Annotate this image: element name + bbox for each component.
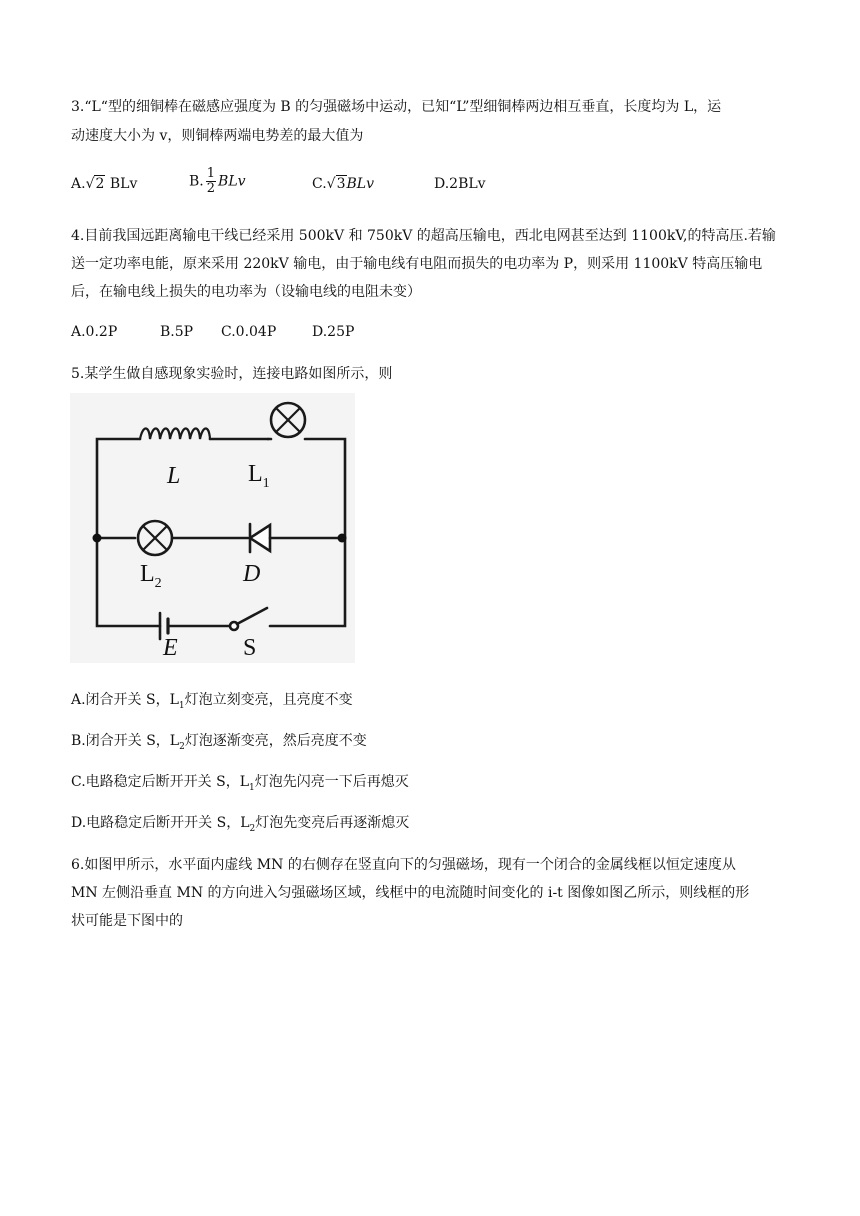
label-diode: D	[243, 561, 261, 587]
q4-option-a: A.0.2P	[71, 324, 118, 340]
q3-option-a-radicand: 2	[95, 176, 105, 192]
q6-stem-line2: MN 左侧沿垂直 MN 的方向进入匀强磁场区域，线框中的电流随时间变化的 i-t 图像如图乙所示，则线框的形	[71, 885, 750, 901]
q5-option-d	[71, 813, 409, 839]
q3-stem-line1: 3.“L“型的细铜棒在磁感应强度为 B 的匀强磁场中运动，已知“L”型细铜棒两边相互垂直，长度均为 L，运	[71, 99, 722, 115]
junction-right	[338, 534, 347, 543]
q3-option-c	[312, 174, 374, 194]
q3-option-a-prefix: A.	[71, 176, 86, 192]
label-switch: S	[243, 635, 257, 661]
label-battery: E	[163, 635, 178, 661]
q5-option-b-rest: 灯泡逐渐变亮，然后亮度不变	[184, 733, 367, 749]
circuit-diagram	[70, 393, 355, 663]
q5-option-a-rest: 灯泡立刻变亮，且亮度不变	[184, 692, 353, 708]
q4-stem-line3: 后，在输电线上损失的电功率为（设输电线的电阻未变）	[71, 284, 421, 300]
q4-option-b: B.5P	[160, 324, 194, 340]
q4-option-d: D.25P	[312, 324, 355, 340]
q3-option-c-radicand: 3	[336, 176, 346, 192]
q5-option-a	[71, 690, 353, 716]
label-lamp2-subscript: 2	[154, 576, 162, 591]
q3-option-b	[189, 167, 246, 196]
q6-stem-line1: 6.如图甲所示，水平面内虚线 MN 的右侧存在竖直向下的匀强磁场，现有一个闭合的金属线框以恒定速度从	[71, 857, 736, 873]
q3-stem-line2: 动速度大小为 v，则铜棒两端电势差的最大值为	[71, 128, 364, 144]
q3-option-a-suffix: BLv	[105, 176, 138, 192]
q5-option-a-text: A.闭合开关 S，L	[71, 692, 179, 708]
q6-stem-line3: 状可能是下图中的	[71, 913, 183, 929]
diagram-background	[70, 393, 355, 663]
fraction-one-half	[206, 167, 216, 196]
label-inductor: L	[167, 463, 181, 489]
q5-option-a-subscript: 1	[178, 700, 185, 711]
q5-option-d-subscript: 2	[249, 823, 256, 834]
q5-option-b	[71, 731, 367, 757]
q4-stem-line1: 4.目前我国远距离输电干线已经采用 500kV 和 750kV 的超高压输电，西北电网甚至达到 1100kV,的特高压.若输	[71, 228, 776, 244]
q3-option-b-suffix: BLv	[218, 173, 246, 190]
q5-option-d-rest: 灯泡先变亮后再逐渐熄灭	[255, 815, 410, 831]
q3-option-b-prefix: B.	[189, 173, 204, 190]
q5-option-b-text: B.闭合开关 S，L	[71, 733, 180, 749]
q5-option-d-text: D.电路稳定后断开开关 S，L	[71, 815, 250, 831]
q3-option-a	[71, 174, 137, 194]
q5-option-c-text: C.电路稳定后断开开关 S，L	[71, 774, 250, 790]
q5-option-c-subscript: 1	[249, 782, 255, 793]
label-lamp1-subscript: 1	[262, 476, 270, 491]
sqrt-symbol: √3	[326, 176, 346, 192]
label-lamp1-letter: L	[248, 461, 263, 487]
q5-option-c	[71, 772, 409, 798]
junction-left	[93, 534, 102, 543]
q4-stem-line2: 送一定功率电能，原来采用 220kV 输电，由于输电线有电阻而损失的电功率为 P，则采用 1100kV 特高压输电	[71, 256, 763, 272]
q3-option-c-prefix: C.	[312, 176, 327, 192]
q4-option-c: C.0.04P	[221, 324, 277, 340]
fraction-denominator: 2	[206, 181, 216, 196]
q5-stem: 5.某学生做自感现象实验时，连接电路如图所示，则	[71, 366, 393, 382]
q3-option-d: D.2BLv	[434, 176, 486, 192]
sqrt-symbol: √2	[85, 176, 105, 192]
q5-option-c-rest: 灯泡先闪亮一下后再熄灭	[254, 774, 409, 790]
label-lamp2-letter: L	[140, 561, 155, 587]
q3-option-c-suffix: BLv	[346, 176, 375, 192]
q5-option-b-subscript: 2	[179, 741, 185, 752]
fraction-numerator: 1	[206, 166, 216, 181]
